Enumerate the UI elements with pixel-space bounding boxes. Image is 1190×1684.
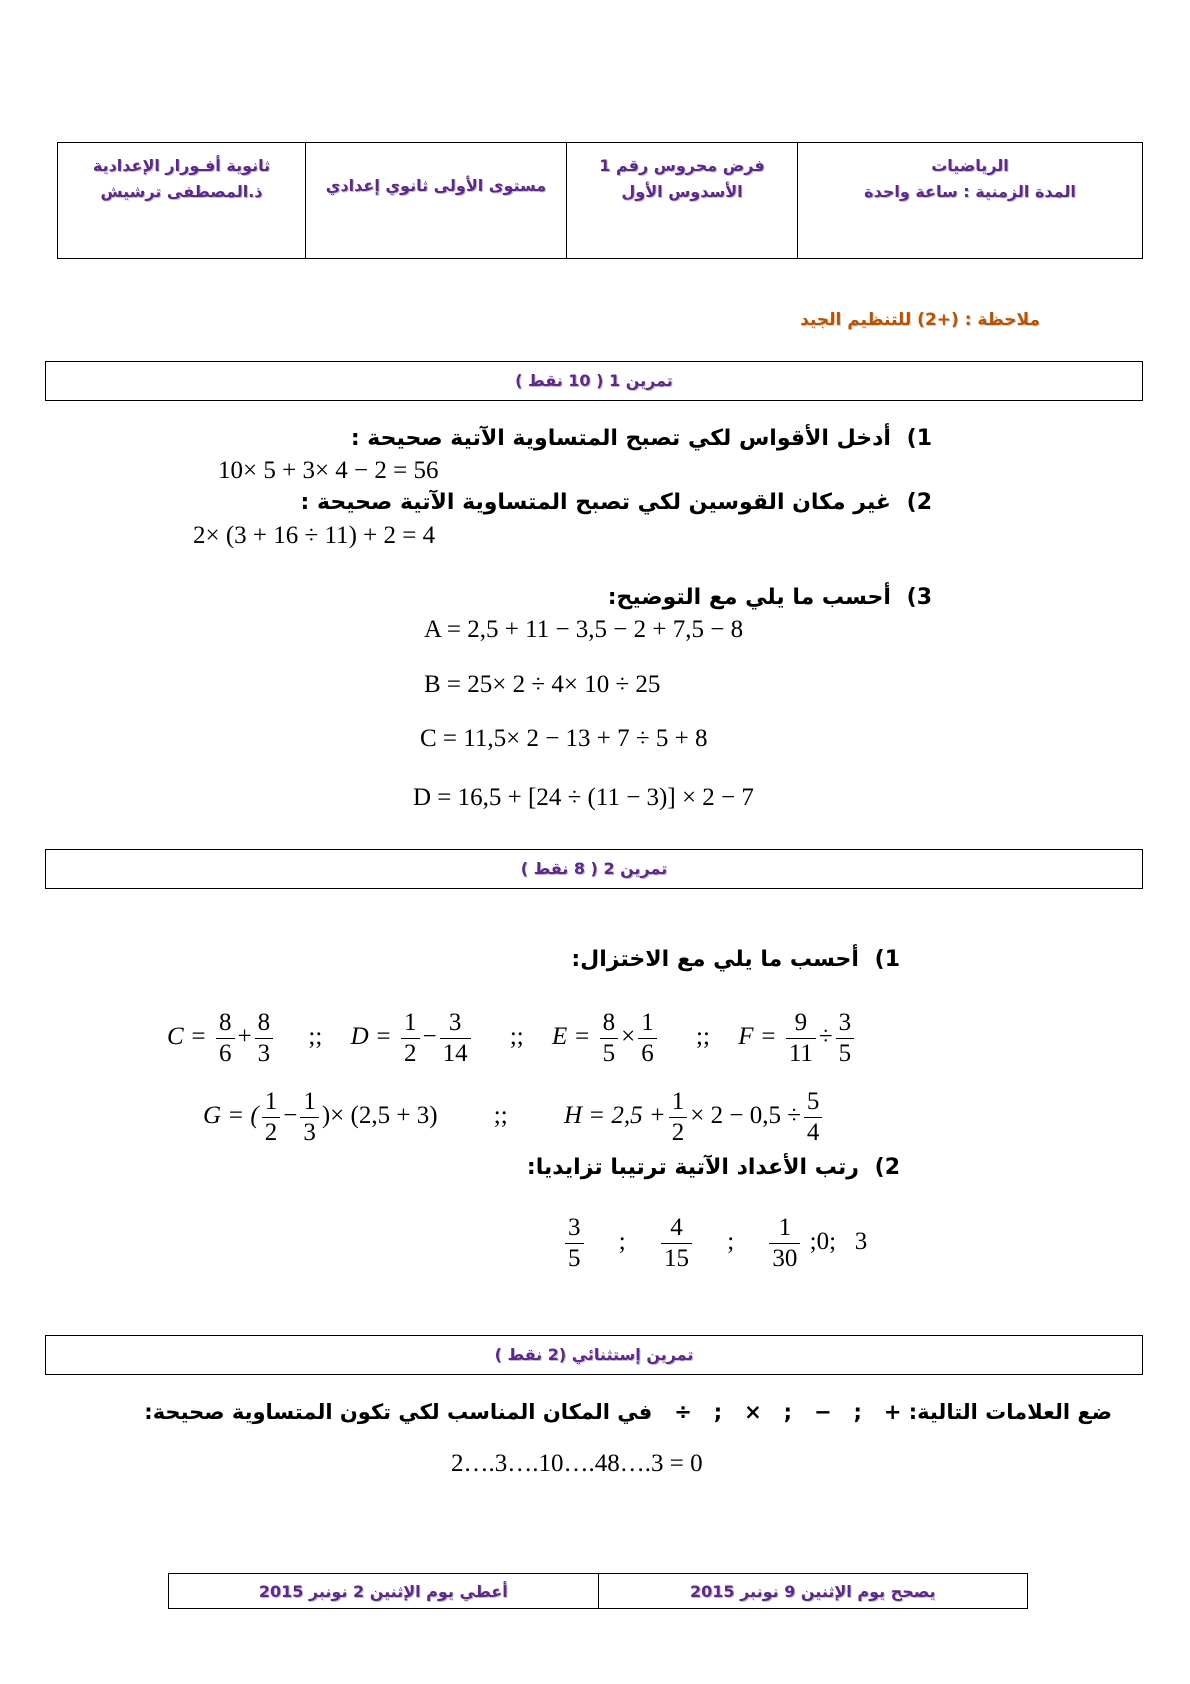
ex2-q1-text: أحسب ما يلي مع الاختزال: — [571, 947, 859, 972]
frac-num: 5 — [804, 1087, 823, 1118]
fractions-row-1 — [167, 1008, 857, 1069]
frac-den: 2 — [671, 1119, 685, 1146]
frac-expr-F — [738, 1009, 857, 1067]
frac-op: ÷ — [818, 1023, 833, 1051]
ex1-q2-num: 2) — [906, 490, 932, 515]
frac-den: 15 — [663, 1245, 689, 1272]
ex1-q2-text: غير مكان القوسين لكي تصبح المتساوية الآتية صحيحة : — [300, 490, 891, 515]
order-frac-2 — [661, 1213, 692, 1274]
ex2-title: تمرين 2 ( 8 نقط ) — [520, 859, 668, 878]
expr-A: A = 2,5 + 11 − 3,5 − 2 + 7,5 − 8 — [424, 616, 744, 643]
separator: ;; — [493, 1102, 508, 1130]
correction-date-cell — [598, 1574, 1028, 1609]
frac-expr-G — [203, 1088, 444, 1146]
expr-D: D = 16,5 + [24 ÷ (11 − 3)] × 2 − 7 — [413, 784, 754, 811]
ex1-q2-expr: 2× (3 + 16 ÷ 11) + 2 = 4 — [193, 522, 436, 549]
frac-den: 6 — [641, 1040, 654, 1067]
frac-G-b — [300, 1087, 319, 1148]
ex1-title-box — [45, 361, 1143, 401]
order-frac-1 — [565, 1213, 584, 1274]
frac-F-name: F = — [738, 1023, 777, 1051]
fractions-row-2 — [203, 1087, 825, 1148]
separator: ; — [727, 1228, 735, 1256]
ex2-q1 — [571, 947, 900, 972]
frac-num: 4 — [661, 1213, 692, 1244]
frac-num: 8 — [600, 1008, 619, 1039]
school-cell — [58, 143, 306, 259]
separator: ;; — [509, 1023, 524, 1051]
frac-den: 5 — [602, 1040, 616, 1067]
frac-num: 1 — [401, 1008, 420, 1039]
frac-H-a — [669, 1087, 688, 1148]
given-date-cell — [169, 1574, 599, 1609]
frac-H-b — [804, 1087, 823, 1148]
frac-D-name: D = — [350, 1023, 392, 1051]
level-cell — [306, 143, 567, 259]
frac-num: 1 — [638, 1008, 657, 1039]
ex1-q1-text: أدخل الأقواس لكي تصبح المتساوية الآتية صحيحة : — [350, 426, 891, 451]
order-tail: ;0; 3 — [809, 1228, 868, 1256]
order-frac-3 — [769, 1213, 800, 1274]
separator: ;; — [696, 1023, 710, 1051]
frac-F-a — [786, 1008, 816, 1069]
frac-E-a — [600, 1008, 619, 1069]
ex1-q1-num: 1) — [906, 426, 932, 451]
school-name: ثانوية أفـورار الإعدادية — [92, 156, 271, 175]
frac-num: 1 — [769, 1213, 800, 1244]
frac-den: 2 — [404, 1040, 417, 1067]
ex2-q1-num: 1) — [874, 947, 900, 972]
correction-date: يصحح يوم الإثنين 9 نونبر 2015 — [689, 1581, 936, 1601]
exam-cell — [567, 143, 798, 259]
ex1-title: تمرين 1 ( 10 نقط ) — [515, 371, 673, 390]
frac-den: 5 — [838, 1040, 852, 1067]
ex1-q3-text: أحسب ما يلي مع التوضيح: — [607, 585, 891, 610]
frac-F-b — [836, 1008, 855, 1069]
frac-num: 1 — [669, 1087, 688, 1118]
duration-label: المدة الزمنية : ساعة واحدة — [864, 182, 1076, 201]
ex1-q1 — [351, 426, 932, 451]
frac-num: 8 — [255, 1008, 274, 1039]
frac-num: 3 — [440, 1008, 471, 1039]
frac-G-name: G = ( — [203, 1102, 259, 1130]
frac-E-b — [638, 1008, 657, 1069]
frac-expr-D — [350, 1009, 480, 1067]
frac-C-b — [255, 1008, 274, 1069]
frac-op: × — [621, 1023, 636, 1051]
frac-num: 1 — [262, 1087, 281, 1118]
order-numbers — [562, 1213, 867, 1274]
ex1-q3 — [608, 585, 932, 610]
frac-H-mid: × 2 − 0,5 ÷ — [690, 1102, 801, 1130]
frac-H-name: H = 2,5 + — [563, 1102, 666, 1130]
exam-title: فرض محروس رقم 1 — [599, 156, 765, 175]
ex2-q2-text: رتب الأعداد الآتية ترتيبا تزايديا: — [526, 1155, 859, 1180]
expr-C: C = 11,5× 2 − 13 + 7 ÷ 5 + 8 — [420, 725, 708, 752]
frac-den: 30 — [772, 1245, 798, 1272]
frac-G-a — [262, 1087, 281, 1148]
frac-expr-C — [167, 1009, 282, 1067]
ex1-q3-num: 3) — [906, 585, 932, 610]
frac-num: 9 — [786, 1008, 816, 1039]
frac-op: − — [422, 1023, 437, 1051]
teacher-name: ذ.المصطفى ترشيش — [100, 182, 263, 201]
frac-C-name: C = — [167, 1023, 207, 1051]
given-date: أعطي يوم الإثنين 2 نونبر 2015 — [258, 1581, 508, 1601]
subject-label: الرياضيات — [931, 156, 1009, 175]
frac-den: 2 — [264, 1119, 278, 1146]
separator: ;; — [308, 1023, 323, 1051]
separator: ; — [618, 1228, 626, 1256]
ex3-instruction: ضع العلامات التالية: + ; − ; × ; ÷ في المكان المناسب لكي تكون المتساوية صحيحة: — [144, 1400, 1112, 1424]
frac-expr-H — [563, 1088, 825, 1146]
frac-den: 5 — [568, 1245, 581, 1272]
frac-den: 3 — [257, 1040, 271, 1067]
footer-table — [168, 1573, 1028, 1609]
frac-den: 4 — [806, 1119, 820, 1146]
ex2-q2-num: 2) — [874, 1155, 900, 1180]
ex1-q1-expr: 10× 5 + 3× 4 − 2 = 56 — [218, 457, 439, 484]
frac-G-tail: )× (2,5 + 3) — [321, 1102, 438, 1130]
ex2-title-box — [45, 849, 1143, 889]
ex3-expr: 2….3….10….48….3 = 0 — [451, 1450, 703, 1477]
frac-den: 3 — [303, 1119, 316, 1146]
frac-den: 6 — [219, 1040, 232, 1067]
frac-num: 3 — [565, 1213, 584, 1244]
semester-label: الأسدوس الأول — [621, 182, 743, 201]
frac-C-a — [216, 1008, 235, 1069]
frac-den: 14 — [442, 1040, 468, 1067]
frac-expr-E — [552, 1009, 666, 1067]
frac-op: + — [237, 1023, 252, 1051]
frac-D-b — [440, 1008, 471, 1069]
frac-num: 3 — [836, 1008, 855, 1039]
header-table — [57, 142, 1143, 259]
frac-E-name: E = — [552, 1023, 591, 1051]
expr-B: B = 25× 2 ÷ 4× 10 ÷ 25 — [424, 671, 661, 698]
ex3-title: تمرين إستثنائي (2 نقط ) — [494, 1345, 694, 1364]
frac-op: − — [283, 1102, 298, 1130]
frac-D-a — [401, 1008, 420, 1069]
frac-num: 8 — [216, 1008, 235, 1039]
ex3-title-box — [45, 1335, 1143, 1375]
frac-num: 1 — [300, 1087, 319, 1118]
subject-cell — [798, 143, 1143, 259]
ex2-q2 — [527, 1155, 900, 1180]
ex1-q2 — [301, 490, 932, 515]
note: ملاحظة : (+2) للتنظيم الجيد — [800, 310, 1040, 330]
frac-den: 11 — [788, 1040, 813, 1067]
level-label: مستوى الأولى ثانوي إعدادي — [325, 176, 547, 195]
